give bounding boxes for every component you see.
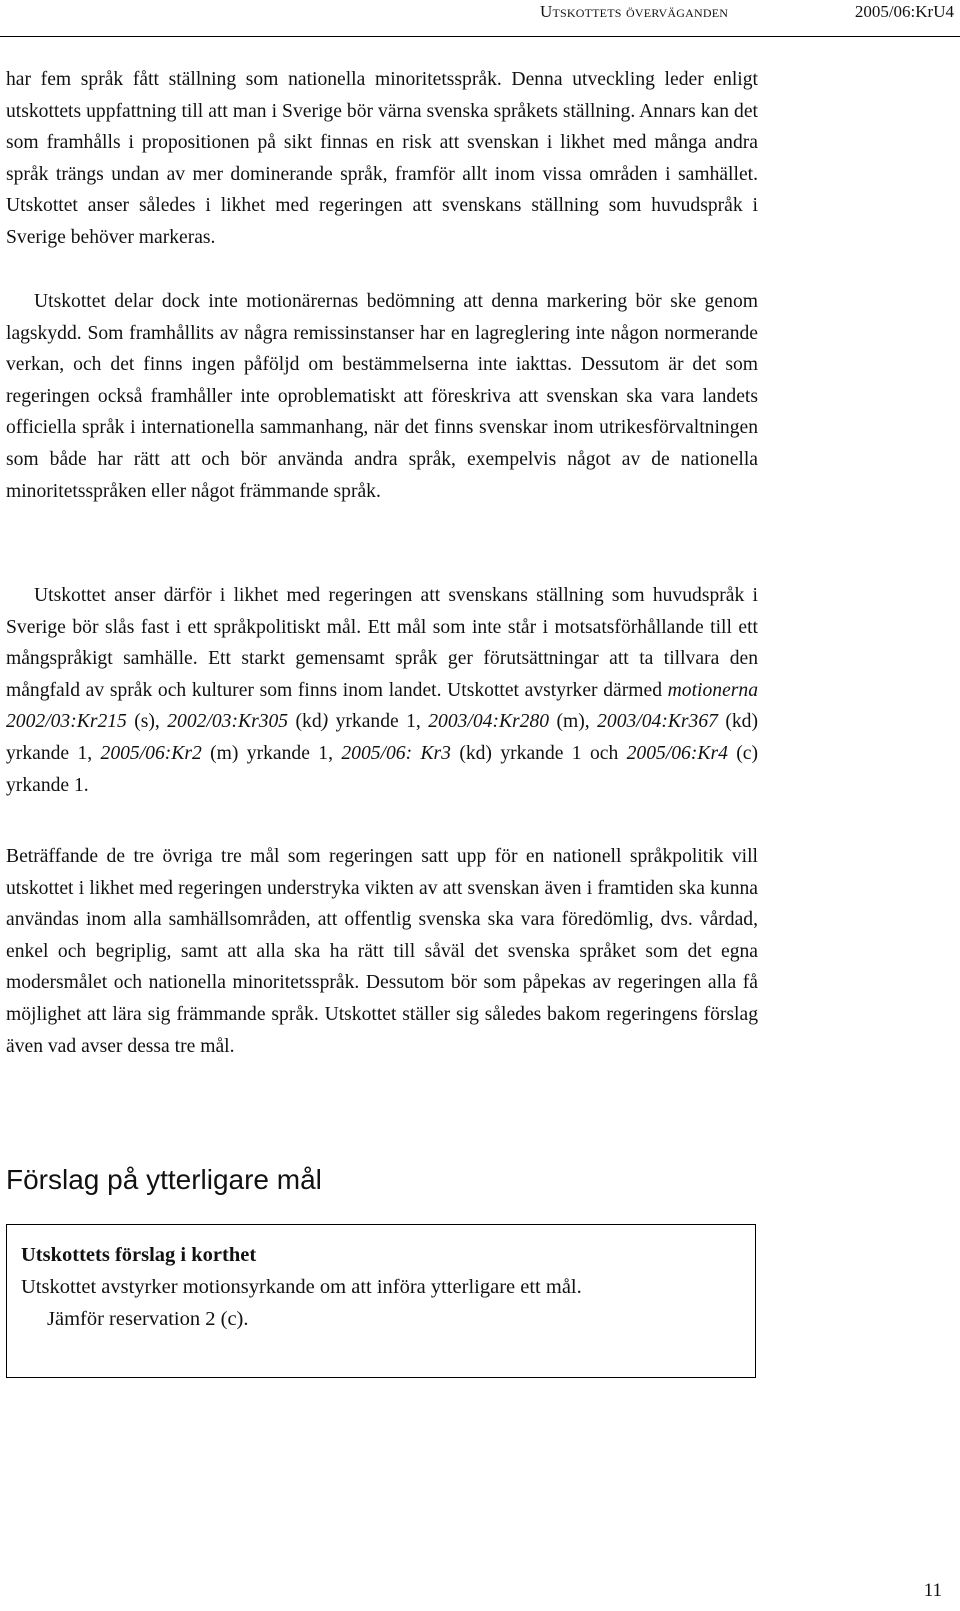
motion-reference: 2002/03:Kr305 <box>167 711 289 733</box>
motion-reference: 2003/04:Kr280 <box>428 711 550 733</box>
motion-reference: 2005/06:Kr2 <box>100 742 202 764</box>
page-number: 11 <box>923 1580 942 1601</box>
paragraph-3-text: (m) yrkande 1, <box>201 742 342 764</box>
header-section-title: Utskottets överväganden <box>540 2 729 21</box>
paragraph-3-text: (s), <box>126 711 168 733</box>
paragraph-1: har fem språk fått ställning som nationella minoritetsspråk. Denna utveckling leder enligt utskottets uppfattning till att man i Sverige bör värna svenska språkets ställning. Annars kan det som framhålls i propositionen på sikt finnas en risk att svenskan i likhet med många andra språk trängs undan av mer dominerande språk, framför allt inom vissa områden i samhället. Utskottet anser således i likhet med regeringen att svenskans ställning som huvudspråk i Sverige behöver markeras. <box>6 69 758 248</box>
summary-box-text: Utskottet avstyrker motionsyrkande om att införa ytterligare ett mål. <box>21 1276 582 1298</box>
running-header <box>0 2 960 28</box>
section-heading: Förslag på ytterligare mål <box>6 1164 322 1195</box>
reservation-reference: Jämför reservation 2 (c). <box>47 1308 249 1330</box>
paragraph-3-text: Utskottet anser därför i likhet med regeringen att svenskans ställning som huvudspråk i Sverige bör slås fast i ett språkpolitiskt mål. Ett mål som inte står i motsatsförhållande till ett mångspråkigt samhälle. Ett starkt gemensamt språk ger förutsättningar att ta tillvara den mångfald av språk och kulturer som finns inom landet. Utskottet avstyrker därmed <box>6 585 758 701</box>
header-rule <box>0 36 960 37</box>
paragraph-4: Beträffande de tre övriga tre mål som regeringen satt upp för en nationell språkpolitik vill utskottet i likhet med regeringen understryka vikten av att svenskan även i framtiden ska kunna användas inom alla samhällsområden, att offentlig svenska ska vara föredömlig, dvs. vårdad, enkel och begriplig, samt att alla ska ha rätt till såväl det svenska språket som det egna modersmålet och nationella minoritetsspråk. Dessutom bör som påpekas av regeringen alla få möjlighet att lära sig främmande språk. Utskottet ställer sig således bakom regeringens förslag även vad avser dessa tre mål. <box>6 846 758 1057</box>
motion-reference: motionerna 2002/03:Kr215 <box>6 679 758 733</box>
paragraph-3-text: (m), <box>549 711 598 733</box>
paragraph-3-text: (c) yrkande 1. <box>6 742 758 796</box>
motion-reference: 2005/06: Kr3 <box>341 742 451 764</box>
header-document-id: 2005/06:KrU4 <box>854 2 954 21</box>
paragraph-3-text: yrkande 1, <box>328 711 429 733</box>
paragraph-3 <box>6 580 758 801</box>
paragraph-2: Utskottet delar dock inte motionärernas bedömning att denna markering bör ske genom lagskydd. Som framhållits av några remissinstanser har en lagreglering inte någon normerande verkan, och det finns ingen påföljd om bestämmelserna inte iakttas. Dessutom är det som regeringen också framhåller inte oproblematiskt att föreskriva att svenskan ska vara landets officiella språk i internationella sammanhang, när det finns svenskar inom utrikesförvaltningen som både har rätt att och bör använda andra språk, exempelvis något av de nationella minoritetsspråken eller något främmande språk. <box>6 291 758 502</box>
motion-reference: 2005/06:Kr4 <box>626 742 728 764</box>
paragraph-3-text: (kd) yrkande 1, <box>6 711 758 764</box>
summary-box-title: Utskottets förslag i korthet <box>21 1244 257 1266</box>
paragraph-3-text: (kd) yrkande 1 och <box>450 742 627 764</box>
paragraph-3-text: ) <box>321 711 329 733</box>
motion-reference: 2003/04:Kr367 <box>597 711 718 733</box>
paragraph-3-text: (kd <box>288 711 322 733</box>
summary-box <box>6 1224 756 1378</box>
